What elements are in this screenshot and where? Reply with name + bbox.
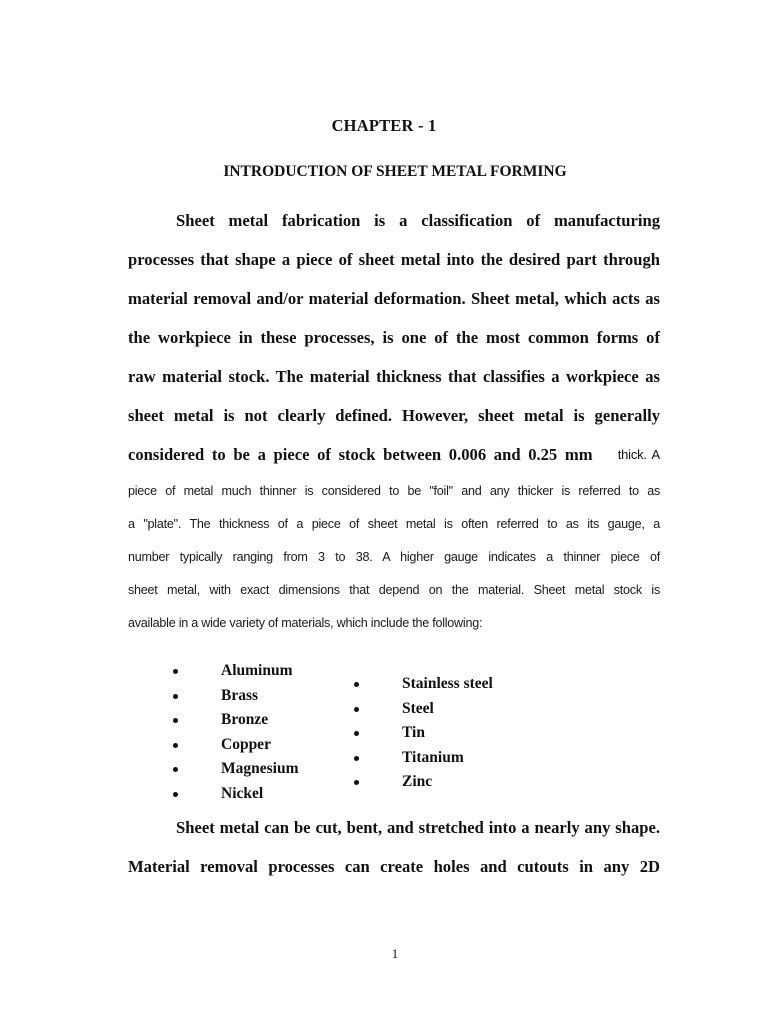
paragraph-line: material removal and/or material deformation. Sheet metal, which acts as — [128, 289, 660, 308]
section-title: INTRODUCTION OF SHEET METAL FORMING — [223, 163, 567, 180]
paragraph-small-line: number typically ranging from 3 to 38. A higher gauge indicates a thinner piece of — [128, 550, 660, 564]
bullet-icon — [354, 780, 359, 785]
bullet-icon — [173, 718, 178, 723]
bullet-icon — [173, 669, 178, 674]
paragraph-line: the workpiece in these processes, is one of the most common forms of — [128, 328, 660, 347]
page-number: 1 — [391, 946, 399, 961]
paragraph-line: Sheet metal fabrication is a classification of manufacturing — [176, 211, 660, 230]
paragraph-small-line: a "plate". The thickness of a piece of sheet metal is often referred to as its gauge, a — [128, 517, 660, 531]
bullet-icon — [173, 792, 178, 797]
paragraph-line: Material removal processes can create holes and cutouts in any 2D — [128, 857, 660, 876]
bullet-icon — [354, 682, 359, 687]
mixed-line-small-part: thick. A — [617, 447, 660, 462]
document-page: CHAPTER - 1 INTRODUCTION OF SHEET METAL FORMING Sheet metal fabrication is a classification of manufacturing processes that shape a piece of sheet metal into the desired part through material removal and/or material deformation. Sheet metal, which acts as the workpiece in these processes, is one of the most common forms of raw material stock. The material thickness that classifies a workpiece as sheet metal is not clearly defined. However, sheet metal is generally considered to be a piece of stock between 0.006 and 0.25 mm thick. A piece of metal much thinner is considered to be "foil" and any thicker is referred to as a "plate". The thickness of a piece of sheet metal is often referred to as its gauge, a number typically ranging from 3 to 38. A higher gauge indicates a thinner piece of sheet metal, with exact dimensions that depend on the material. Sheet metal stock is available in a wide variety of materials, which include the following: Aluminum Brass Bronze Copper Magnesium Nickel Stainless steel Steel Tin Titanium Zinc Sheet metal can be cut, bent, and stretched into a nearly any shape. Material removal processes can create holes and cutouts in any 2D 1 — [0, 0, 768, 1024]
paragraph-line: sheet metal is not clearly defined. However, sheet metal is generally — [128, 406, 660, 425]
paragraph-line: processes that shape a piece of sheet metal into the desired part through — [128, 250, 660, 269]
paragraph-small-line: sheet metal, with exact dimensions that depend on the material. Sheet metal stock is — [128, 583, 660, 597]
paragraph-small-line: available in a wide variety of materials, which include the following: — [128, 616, 483, 630]
bullet-icon — [354, 756, 359, 761]
bullet-icon — [354, 731, 359, 736]
bullet-icon — [173, 694, 178, 699]
paragraph-line: Sheet metal can be cut, bent, and stretched into a nearly any shape. — [176, 818, 660, 837]
paragraph-mixed-line — [128, 445, 660, 465]
bullet-icon — [173, 767, 178, 772]
bullet-icon — [354, 707, 359, 712]
paragraph-line: raw material stock. The material thickness that classifies a workpiece as — [128, 367, 660, 386]
bullet-icon — [173, 743, 178, 748]
mixed-line-bold-part: considered to be a piece of stock between 0.006 and 0.25 mm — [128, 445, 601, 464]
paragraph-small-line: piece of metal much thinner is considered to be "foil" and any thicker is referred to as — [128, 484, 660, 498]
chapter-heading: CHAPTER - 1 — [331, 116, 437, 135]
